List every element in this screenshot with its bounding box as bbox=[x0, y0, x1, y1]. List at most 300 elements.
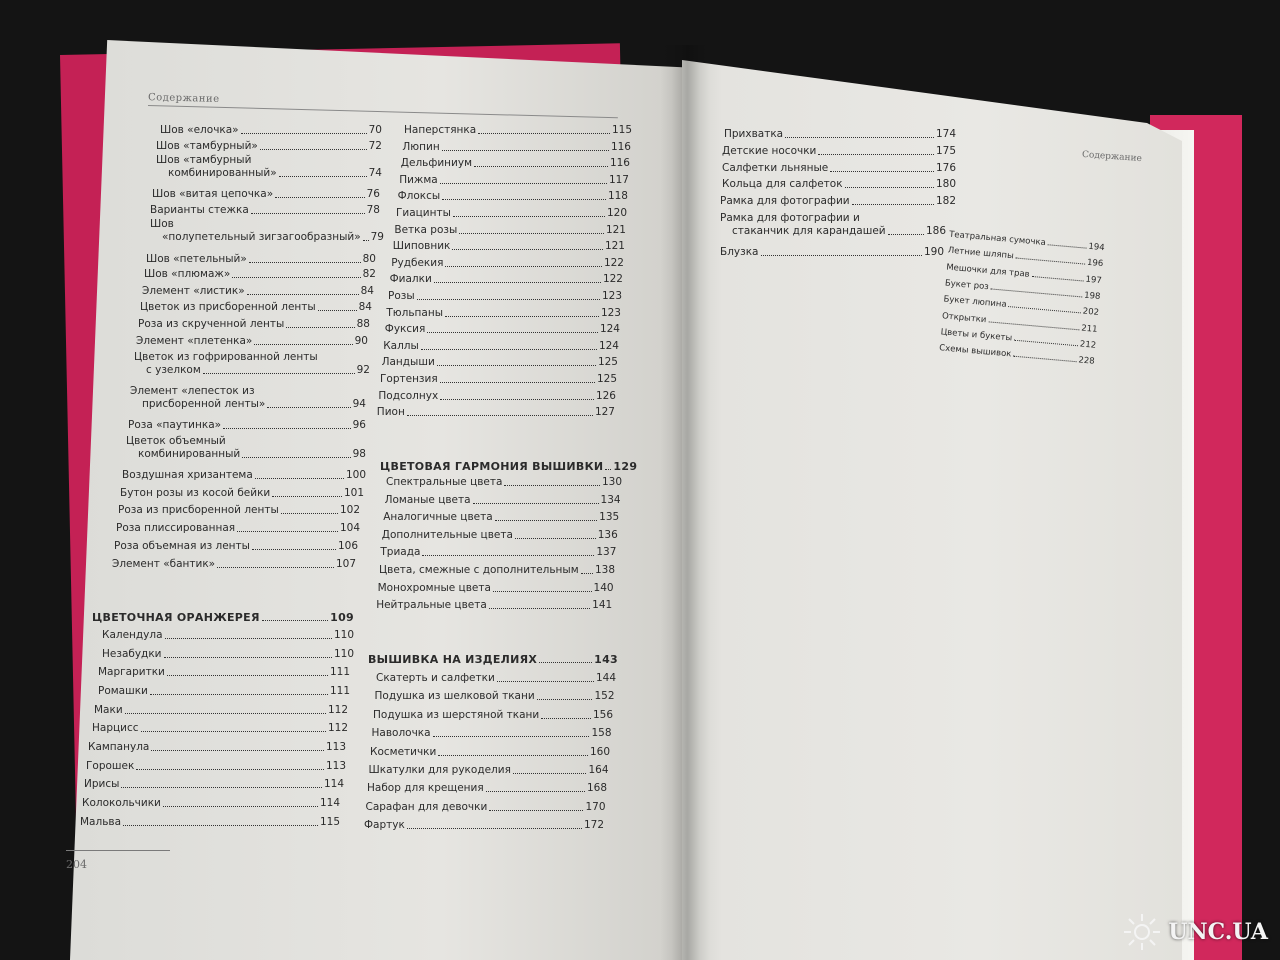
dot-leader bbox=[249, 262, 361, 263]
toc-entry-page: 130 bbox=[601, 476, 622, 488]
toc-entry-page: 140 bbox=[593, 581, 614, 594]
dot-leader bbox=[422, 555, 594, 556]
toc-entry-title: Рудбекия bbox=[391, 256, 444, 269]
toc-entry-page: 76 bbox=[366, 188, 380, 200]
toc-entry-title-line1: Элемент «лепесток из bbox=[130, 385, 255, 397]
toc-entry-page: 182 bbox=[935, 195, 956, 207]
toc-entry-title: Кольца для салфеток bbox=[722, 178, 843, 190]
toc-entry-page: 197 bbox=[1085, 274, 1103, 286]
toc-entry-page: 100 bbox=[345, 469, 366, 481]
toc-entry-title: Каллы bbox=[383, 339, 419, 352]
toc-entry bbox=[168, 167, 382, 180]
dot-leader bbox=[493, 591, 592, 592]
toc-entry-page: 114 bbox=[319, 797, 340, 809]
toc-entry bbox=[160, 124, 382, 137]
dot-leader bbox=[440, 382, 595, 383]
toc-entry-page: 116 bbox=[610, 140, 631, 153]
toc-entry-page: 127 bbox=[594, 406, 615, 419]
dot-leader bbox=[541, 718, 591, 719]
toc-entry-page: 96 bbox=[352, 419, 366, 431]
toc-entry-page: 198 bbox=[1083, 290, 1101, 302]
toc-entry-page: 123 bbox=[600, 306, 621, 319]
section-heading bbox=[368, 653, 618, 666]
toc-entry bbox=[720, 246, 944, 259]
dot-leader bbox=[434, 282, 601, 283]
toc-entry bbox=[150, 204, 380, 217]
toc-entry-title: Горошек bbox=[86, 760, 135, 772]
toc-entry bbox=[722, 178, 956, 191]
running-header-right: Содержание bbox=[1081, 149, 1143, 165]
dot-leader bbox=[286, 327, 354, 328]
toc-entry-title: Летние шляпы bbox=[947, 245, 1015, 262]
toc-entry bbox=[102, 629, 354, 642]
dot-leader bbox=[150, 694, 328, 695]
toc-entry bbox=[382, 529, 618, 542]
toc-entry-page: 79 bbox=[370, 231, 384, 243]
toc-entry bbox=[380, 546, 616, 559]
toc-entry bbox=[724, 128, 956, 141]
toc-entry-page: 158 bbox=[591, 727, 612, 740]
dot-leader bbox=[513, 773, 587, 774]
toc-entry-title: Сарафан для девочки bbox=[365, 800, 488, 813]
dot-leader bbox=[417, 299, 600, 300]
dot-leader bbox=[818, 154, 934, 155]
toc-entry-page: 168 bbox=[586, 782, 607, 795]
dot-leader bbox=[440, 183, 607, 184]
toc-entry-title: Элемент «плетенка» bbox=[136, 335, 253, 347]
toc-entry-title-line2: присборенной ленты» bbox=[142, 398, 266, 410]
toc-entry bbox=[122, 469, 366, 482]
toc-entry-page: 172 bbox=[583, 819, 604, 832]
toc-entry-page: 124 bbox=[599, 323, 620, 336]
dot-leader bbox=[163, 806, 318, 807]
toc-entry-title: Роза плиссированная bbox=[116, 522, 236, 534]
toc-entry bbox=[146, 364, 370, 377]
toc-entry-title: Люпин bbox=[402, 140, 440, 153]
toc-entry-page: 156 bbox=[592, 708, 613, 721]
dot-leader bbox=[605, 469, 611, 470]
dot-leader bbox=[223, 428, 351, 429]
toc-entry bbox=[377, 406, 615, 419]
toc-entry bbox=[92, 722, 348, 735]
toc-entry bbox=[378, 582, 614, 595]
toc-entry-title: Варианты стежка bbox=[150, 204, 249, 216]
toc-entry-title: Букет роз bbox=[944, 278, 990, 293]
toc-entry-title: Подушка из шелковой ткани bbox=[374, 690, 535, 703]
toc-entry-title: Фуксия bbox=[384, 323, 426, 336]
watermark bbox=[1122, 912, 1268, 952]
toc-entry-title: Подушка из шерстяной ткани bbox=[373, 708, 540, 721]
toc-entry-page: 174 bbox=[935, 128, 956, 140]
toc-entry-page: 106 bbox=[337, 540, 358, 552]
dot-leader bbox=[495, 520, 597, 521]
toc-entry-title: Салфетки льняные bbox=[722, 162, 829, 174]
toc-entry bbox=[393, 240, 625, 253]
dot-leader bbox=[830, 171, 934, 172]
dot-leader bbox=[217, 567, 334, 568]
toc-entry-title: Подсолнух bbox=[378, 389, 439, 402]
running-header-left: Содержание bbox=[147, 92, 220, 105]
toc-entry bbox=[386, 476, 622, 489]
toc-entry-page: 120 bbox=[606, 207, 627, 219]
dot-leader bbox=[453, 216, 605, 217]
section-heading bbox=[380, 460, 638, 473]
toc-entry-page: 80 bbox=[362, 253, 376, 265]
toc-entry-title: ВЫШИВКА НА ИЗДЕЛИЯХ bbox=[368, 653, 538, 666]
toc-entry-title: Дельфиниум bbox=[400, 157, 472, 170]
toc-entry-title: Блузка bbox=[720, 246, 759, 258]
toc-entry bbox=[366, 801, 606, 814]
toc-entry bbox=[404, 124, 632, 137]
toc-entry-page: 212 bbox=[1079, 339, 1097, 351]
toc-entry-page: 113 bbox=[325, 760, 346, 772]
dot-leader bbox=[203, 373, 355, 374]
dot-leader bbox=[1031, 276, 1083, 282]
toc-entry bbox=[722, 162, 956, 175]
toc-entry bbox=[369, 764, 609, 777]
dot-leader bbox=[852, 204, 934, 205]
dot-leader bbox=[581, 573, 593, 574]
toc-entry bbox=[80, 816, 340, 829]
toc-entry bbox=[370, 746, 610, 759]
dot-leader bbox=[125, 713, 326, 714]
toc-entry-page: 117 bbox=[608, 173, 629, 186]
toc-entry-page: 109 bbox=[330, 611, 354, 624]
toc-entry-page: 78 bbox=[366, 204, 380, 216]
toc-entry-page: 72 bbox=[368, 140, 382, 152]
toc-entry-title-line2: комбинированный» bbox=[168, 167, 277, 179]
toc-entry bbox=[385, 494, 621, 507]
toc-entry-title: Монохромные цвета bbox=[377, 581, 491, 594]
toc-entry-page: 202 bbox=[1082, 306, 1100, 319]
dot-leader bbox=[442, 199, 606, 200]
toc-entry-page: 94 bbox=[352, 398, 366, 410]
book-gutter bbox=[660, 45, 710, 960]
dot-leader bbox=[489, 608, 590, 609]
toc-entry-page: 102 bbox=[339, 504, 360, 516]
toc-entry-title: Календула bbox=[102, 629, 163, 641]
dot-leader bbox=[427, 332, 598, 333]
toc-entry bbox=[142, 285, 374, 298]
toc-entry-title: Триада bbox=[380, 546, 421, 559]
dot-leader bbox=[473, 503, 599, 504]
toc-entry-page: 125 bbox=[597, 356, 618, 369]
toc-entry-page: 104 bbox=[339, 522, 360, 534]
toc-entry bbox=[162, 231, 384, 244]
toc-entry bbox=[116, 522, 360, 535]
toc-entry-page: 107 bbox=[335, 558, 356, 570]
dot-leader bbox=[437, 365, 596, 366]
toc-entry bbox=[88, 741, 346, 754]
toc-entry-page: 164 bbox=[588, 764, 609, 776]
dot-leader bbox=[452, 249, 603, 250]
toc-entry-title: Пижма bbox=[399, 173, 438, 186]
toc-entry-title-line1: Цветок из гофрированной ленты bbox=[134, 351, 318, 363]
toc-entry bbox=[114, 540, 358, 553]
toc-entry-page: 116 bbox=[609, 157, 630, 170]
dot-leader bbox=[440, 399, 594, 400]
toc-entry-title: Рамка для фотографии bbox=[720, 195, 850, 207]
toc-entry bbox=[399, 174, 629, 187]
toc-entry bbox=[146, 253, 376, 266]
toc-entry-page: 160 bbox=[589, 745, 610, 758]
toc-entry bbox=[388, 290, 622, 303]
dot-leader bbox=[241, 133, 367, 134]
dot-leader bbox=[254, 344, 352, 345]
dot-leader bbox=[165, 638, 332, 639]
dot-leader bbox=[275, 197, 365, 198]
dot-leader bbox=[407, 415, 593, 416]
toc-entry bbox=[380, 373, 617, 386]
dot-leader bbox=[489, 810, 583, 811]
toc-entry bbox=[118, 504, 360, 517]
dot-leader bbox=[888, 234, 924, 235]
toc-entry-title: Схемы вышивок bbox=[938, 343, 1012, 360]
dot-leader bbox=[260, 149, 367, 150]
toc-entry bbox=[376, 599, 612, 612]
toc-entry-page: 123 bbox=[601, 290, 622, 302]
toc-entry-title: Открытки bbox=[941, 310, 987, 325]
dot-leader bbox=[151, 750, 324, 751]
toc-entry-page: 137 bbox=[596, 546, 617, 559]
toc-entry-title: Незабудки bbox=[102, 648, 162, 660]
toc-entry-title: Ломаные цвета bbox=[384, 493, 471, 506]
dot-leader bbox=[251, 213, 365, 214]
toc-entry-title: Нарцисс bbox=[92, 722, 139, 734]
toc-entry-page: 90 bbox=[354, 335, 368, 347]
toc-entry bbox=[94, 704, 348, 717]
toc-entry-page: 135 bbox=[599, 511, 620, 524]
dot-leader bbox=[407, 828, 582, 829]
toc-entry-page: 88 bbox=[356, 318, 370, 330]
toc-entry-page: 152 bbox=[594, 690, 615, 703]
dot-leader bbox=[515, 538, 596, 539]
toc-entry-title-line2: стаканчик для карандашей bbox=[732, 225, 886, 237]
dot-leader bbox=[1048, 244, 1087, 248]
toc-entry-page: 134 bbox=[600, 493, 621, 506]
toc-entry-title: ЦВЕТОЧНАЯ ОРАНЖЕРЕЯ bbox=[92, 611, 260, 624]
toc-entry bbox=[396, 207, 627, 220]
dot-leader bbox=[252, 549, 336, 550]
dot-leader bbox=[167, 675, 328, 676]
toc-entry-page: 136 bbox=[597, 528, 618, 541]
dot-leader bbox=[504, 485, 600, 486]
toc-entry bbox=[98, 685, 350, 698]
toc-entry bbox=[152, 188, 380, 201]
toc-entry bbox=[372, 727, 612, 740]
toc-entry bbox=[402, 141, 631, 154]
toc-entry-title: Детские носочки bbox=[722, 145, 817, 157]
dot-leader bbox=[474, 166, 608, 167]
toc-entry-title: Косметички bbox=[370, 745, 437, 758]
toc-entry-title: Ландыши bbox=[381, 356, 435, 369]
toc-entry bbox=[136, 335, 368, 348]
toc-entry bbox=[390, 273, 623, 286]
toc-entry-title: Элемент «бантик» bbox=[112, 558, 216, 570]
dot-leader bbox=[433, 736, 590, 737]
toc-entry bbox=[144, 268, 376, 281]
toc-entry-title: Шов «плюмаж» bbox=[144, 268, 231, 280]
toc-entry-title: Гортензия bbox=[380, 373, 438, 385]
toc-entry-page: 190 bbox=[923, 246, 944, 258]
toc-entry bbox=[386, 307, 621, 320]
toc-entry-title: Ирисы bbox=[84, 778, 120, 790]
dot-leader bbox=[121, 787, 322, 788]
toc-entry-title: Спектральные цвета bbox=[386, 476, 503, 488]
dot-leader bbox=[539, 662, 592, 663]
toc-entry-page: 110 bbox=[333, 648, 354, 660]
dot-leader bbox=[164, 657, 332, 658]
toc-entry-page: 122 bbox=[602, 273, 623, 286]
dot-leader bbox=[242, 457, 350, 458]
toc-entry-page: 113 bbox=[325, 741, 346, 753]
footer-rule bbox=[66, 850, 170, 851]
toc-entry bbox=[140, 301, 372, 314]
toc-entry-page: 82 bbox=[362, 268, 376, 280]
dot-leader bbox=[785, 137, 934, 138]
toc-entry bbox=[373, 709, 613, 722]
toc-entry bbox=[722, 145, 956, 158]
toc-entry-title: ЦВЕТОВАЯ ГАРМОНИЯ ВЫШИВКИ bbox=[380, 460, 604, 473]
dot-leader bbox=[272, 496, 342, 497]
toc-entry-page: 114 bbox=[323, 778, 344, 790]
toc-entry-page: 101 bbox=[343, 487, 364, 499]
toc-entry-title: Шов «витая цепочка» bbox=[152, 188, 274, 200]
toc-entry-title: Дополнительные цвета bbox=[381, 528, 513, 541]
toc-entry-title: Фартук bbox=[364, 819, 405, 832]
toc-entry-page: 115 bbox=[611, 124, 632, 136]
dot-leader bbox=[262, 620, 328, 621]
toc-entry bbox=[394, 224, 626, 237]
toc-entry-page: 124 bbox=[598, 339, 619, 352]
dot-leader bbox=[281, 513, 338, 514]
toc-entry-page: 126 bbox=[595, 389, 616, 402]
toc-entry-page: 125 bbox=[596, 373, 617, 385]
dot-leader bbox=[537, 699, 593, 700]
toc-entry bbox=[382, 356, 618, 369]
toc-entry-page: 144 bbox=[595, 672, 616, 684]
dot-leader bbox=[421, 349, 597, 350]
toc-entry bbox=[732, 225, 946, 238]
toc-entry-page: 138 bbox=[594, 564, 615, 576]
dot-leader bbox=[486, 791, 585, 792]
toc-entry-page: 121 bbox=[604, 240, 625, 253]
dot-leader bbox=[438, 755, 588, 756]
toc-entry-title: Шов «тамбурный» bbox=[156, 140, 258, 152]
toc-entry bbox=[391, 257, 624, 270]
toc-entry bbox=[367, 782, 607, 795]
toc-entry bbox=[86, 760, 346, 773]
toc-entry-title-line1: Рамка для фотографии и bbox=[720, 212, 860, 224]
toc-entry-page: 194 bbox=[1087, 241, 1106, 254]
toc-entry-title: Шов «петельный» bbox=[146, 253, 247, 265]
toc-entry-page: 84 bbox=[360, 285, 374, 297]
toc-entry-page: 176 bbox=[935, 162, 956, 174]
toc-entry-title: Колокольчики bbox=[82, 797, 161, 809]
dot-leader bbox=[255, 478, 344, 479]
toc-entry bbox=[364, 819, 604, 832]
toc-entry-page: 92 bbox=[356, 364, 370, 376]
toc-entry-page: 196 bbox=[1086, 258, 1104, 270]
toc-entry-page: 180 bbox=[935, 178, 956, 190]
dot-leader bbox=[237, 531, 338, 532]
toc-entry-title: Шиповник bbox=[392, 240, 451, 253]
dot-leader bbox=[442, 150, 609, 151]
toc-entry bbox=[385, 323, 620, 336]
dot-leader bbox=[761, 255, 922, 256]
toc-entry-page: 112 bbox=[327, 722, 348, 734]
dot-leader bbox=[845, 187, 934, 188]
toc-entry-page: 122 bbox=[603, 256, 624, 269]
toc-entry-title-line1: Шов «тамбурный bbox=[156, 154, 252, 166]
dot-leader bbox=[232, 277, 360, 278]
toc-entry-title: Розы bbox=[388, 290, 415, 302]
toc-entry-page: 84 bbox=[358, 301, 372, 313]
dot-leader bbox=[123, 825, 318, 826]
toc-entry bbox=[378, 390, 616, 403]
toc-entry-title: Театральная сумочка bbox=[948, 229, 1047, 249]
toc-entry-page: 115 bbox=[319, 816, 340, 828]
toc-entry-page: 129 bbox=[613, 460, 638, 473]
dot-leader bbox=[459, 233, 604, 234]
toc-entry-title: Цвета, смежные с дополнительным bbox=[379, 564, 579, 576]
toc-entry-title: Аналогичные цвета bbox=[383, 511, 493, 524]
toc-entry-title: Ромашки bbox=[98, 685, 148, 697]
toc-entry-title: Набор для крещения bbox=[367, 782, 484, 795]
sun-logo-icon bbox=[1122, 912, 1162, 952]
toc-entry-title: Наволочка bbox=[371, 727, 431, 740]
toc-entry-page: 70 bbox=[368, 124, 382, 136]
toc-entry bbox=[720, 195, 956, 208]
toc-entry bbox=[379, 564, 615, 577]
toc-entry-title: Наперстянка bbox=[404, 124, 477, 136]
toc-entry-title: Шов «елочка» bbox=[160, 124, 239, 136]
toc-entry-title: Пион bbox=[376, 406, 405, 419]
toc-entry bbox=[102, 648, 354, 661]
toc-entry-page: 121 bbox=[605, 223, 626, 236]
toc-entry-title-line2: «полупетельный зигзагообразный» bbox=[162, 231, 361, 243]
dot-leader bbox=[445, 316, 599, 317]
toc-entry bbox=[156, 140, 382, 153]
toc-entry-title: Флоксы bbox=[397, 190, 441, 203]
dot-leader bbox=[363, 240, 369, 241]
toc-entry bbox=[128, 419, 366, 432]
toc-entry-page: 186 bbox=[925, 225, 946, 237]
toc-entry bbox=[383, 511, 619, 524]
toc-entry-title: Роза из скрученной ленты bbox=[138, 318, 285, 330]
toc-entry-page: 98 bbox=[352, 448, 366, 460]
toc-entry bbox=[84, 778, 344, 791]
toc-entry-title: Тюльпаны bbox=[386, 306, 443, 319]
toc-entry-title: Ветка розы bbox=[394, 223, 458, 236]
toc-entry-title: Шкатулки для рукоделия bbox=[368, 764, 511, 776]
watermark-text: UNC.UA bbox=[1168, 919, 1268, 945]
toc-entry-title: Цветы и букеты bbox=[940, 327, 1013, 344]
toc-entry-page: 111 bbox=[329, 685, 350, 697]
dot-leader bbox=[267, 407, 350, 408]
toc-entry bbox=[98, 666, 350, 679]
toc-entry bbox=[138, 448, 366, 461]
toc-entry-title: Гиацинты bbox=[396, 207, 451, 219]
toc-entry bbox=[82, 797, 340, 810]
toc-entry-title-line1: Шов bbox=[150, 218, 174, 230]
dot-leader bbox=[478, 133, 610, 134]
toc-entry-title: Скатерть и салфетки bbox=[376, 672, 495, 684]
toc-entry bbox=[375, 690, 615, 703]
dot-leader bbox=[497, 681, 594, 682]
toc-entry-title: Нейтральные цвета bbox=[376, 599, 487, 612]
toc-entry-title: Маки bbox=[94, 704, 123, 716]
